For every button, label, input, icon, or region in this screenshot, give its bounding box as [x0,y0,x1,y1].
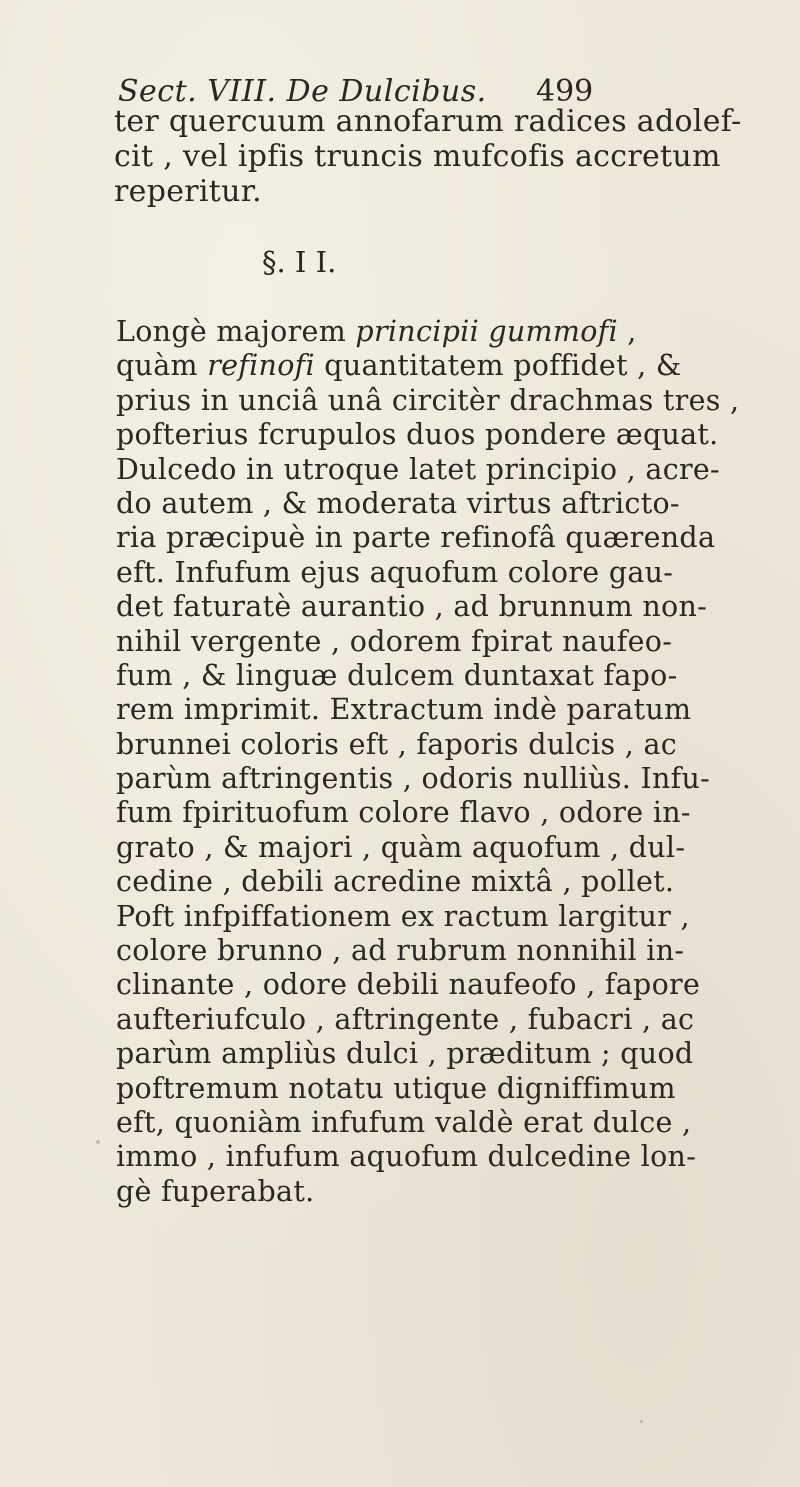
text-segment: quantitatem poffidet , & [314,349,682,383]
text-segment: poftremum notatu utique digniffimum [116,1071,676,1105]
text-line [116,693,692,727]
text-line [116,658,678,693]
text-line [116,968,701,1002]
paper-speck [640,1420,643,1423]
text-line: cit , vel ipfis truncis mufcofis accretum [114,139,721,174]
page-number: 499 [536,74,594,109]
running-title: Sect. VIII. De Dulcibus. [118,74,487,109]
text-line [116,830,686,865]
text-segment: cedine , debili acredine mixtâ , pollet. [116,865,675,899]
text-line [116,762,711,796]
text-segment: ria præcipuè in parte refinofâ quærenda [116,521,716,555]
text-segment: clinante , odore debili naufeofo , fapore [116,968,701,1002]
text-segment: rem imprimit. Extractum indè paratum [116,693,692,727]
text-line: ter quercuum annofarum radices adolef- [114,104,742,139]
italic-term: principii gummofi [355,315,618,348]
text-segment: immo , infufum aquofum dulcedine lon- [116,1140,697,1174]
text-line [116,521,716,555]
text-line [116,934,685,968]
text-segment: Longè majorem [116,315,356,348]
text-line [116,865,675,899]
text-line [116,1105,692,1140]
text-segment: quàm [116,349,208,383]
text-segment: fum , & linguæ dulcem duntaxat fapo- [116,658,678,692]
text-segment: det faturatè aurantio , ad brunnum non- [116,590,708,624]
text-segment: Dulcedo in utroque latet principio , acre- [116,452,720,486]
text-line [116,349,682,383]
text-line [116,1140,697,1174]
text-segment: do autem , & moderata virtus aftricto- [116,486,680,520]
text-segment: Poft infpiffationem ex ractum largitur , [116,899,690,933]
text-segment: fum fpirituofum colore flavo , odore in- [116,796,691,830]
text-segment: , [617,315,637,348]
text-line [116,1071,676,1106]
text-segment: parùm ampliùs dulci , præditum ; quod [116,1037,694,1071]
text-line [116,383,740,418]
text-line [116,315,637,349]
text-segment: grato , & majori , quàm aquofum , dul- [116,830,686,864]
text-segment: colore brunno , ad rubrum nonnihil in- [116,934,685,968]
text-segment: eft, quoniàm infufum valdè erat dulce , [116,1105,692,1139]
text-line [116,1002,695,1037]
main-paragraph [116,315,740,1209]
text-line [116,590,708,624]
text-segment: prius in unciâ unâ circitèr drachmas tres , [116,383,740,417]
text-line [116,624,673,659]
text-line: reperitur. [114,174,262,209]
text-segment: brunnei coloris eft , faporis dulcis , ac [116,727,678,761]
text-segment: parùm aftringentis , odoris nulliùs. Infu- [116,762,711,796]
text-segment: gè fuperabat. [116,1174,315,1208]
section-heading: §. I I. [262,245,337,279]
text-line [116,796,691,830]
text-line [116,555,674,590]
text-segment: aufteriufculo , aftringente , fubacri , ac [116,1002,695,1036]
text-line [116,486,680,521]
text-segment: nihil vergente , odorem fpirat naufeo- [116,624,673,658]
continued-text [114,104,742,209]
text-line [116,1175,616,1209]
text-segment: pofterius fcrupulos duos pondere æquat. [116,418,719,452]
text-line [116,727,678,762]
text-line [116,418,719,452]
text-line [116,899,690,934]
text-line [116,452,720,487]
italic-term: refinofi [207,349,315,383]
text-line [116,1037,694,1071]
paper-speck [96,1140,100,1144]
text-segment: eft. Infufum ejus aquofum colore gau- [116,555,674,589]
